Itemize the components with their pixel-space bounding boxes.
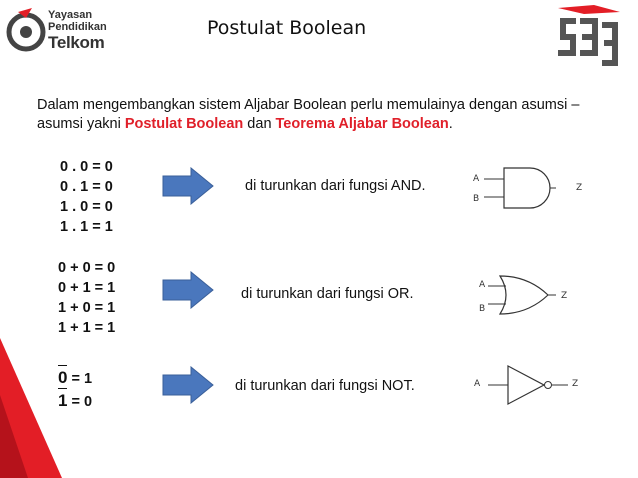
not-equation <box>58 390 92 413</box>
or-input-a: A <box>479 280 486 290</box>
or-gate-icon <box>488 274 560 316</box>
and-input-b: B <box>473 194 480 204</box>
and-equations <box>60 157 113 237</box>
not-arrow-icon <box>162 366 214 404</box>
or-equations <box>58 258 115 338</box>
overline-digit: 0 <box>58 368 68 387</box>
or-description: di turunkan dari fungsi OR. <box>241 286 414 302</box>
and-equation: 1 . 1 = 1 <box>60 219 113 235</box>
and-equation: 0 . 0 = 0 <box>60 159 113 175</box>
and-equation: 1 . 0 = 0 <box>60 199 113 215</box>
or-output-z: Z <box>561 291 568 301</box>
not-equation-rest: = 0 <box>67 394 93 410</box>
intro-paragraph <box>37 96 617 134</box>
or-equation: 1 + 0 = 1 <box>58 300 116 316</box>
logo-line-1: Yayasan <box>48 9 93 21</box>
not-equations <box>58 367 92 413</box>
teorema-highlight: Teorema Aljabar Boolean <box>275 116 449 132</box>
logo-line-2: Pendidikan <box>48 21 107 33</box>
and-arrow-icon <box>162 167 214 205</box>
or-equation: 1 + 1 = 1 <box>58 320 116 336</box>
intro-text-1: Dalam mengembangkan sistem Aljabar Boolean perlu memulainya dengan asumsi – asumsi yakni <box>37 97 580 132</box>
postulat-boolean-highlight: Postulat Boolean <box>124 116 244 132</box>
yayasan-telkom-logo-icon <box>4 6 48 54</box>
page-title: Postulat Boolean <box>207 17 367 39</box>
or-input-b: B <box>479 304 486 314</box>
not-output-z: Z <box>572 379 579 389</box>
not-equation-rest: = 1 <box>67 371 93 387</box>
not-equation <box>58 367 92 390</box>
and-equation: 0 . 1 = 0 <box>60 179 113 195</box>
logo-line-3: Telkom <box>48 33 105 52</box>
and-input-a: A <box>473 174 480 184</box>
overline-digit: 1 <box>58 391 68 410</box>
intro-text-2: dan <box>243 116 276 132</box>
not-gate-icon <box>488 364 570 406</box>
and-output-z: Z <box>576 183 583 193</box>
and-description: di turunkan dari fungsi AND. <box>245 178 426 194</box>
or-arrow-icon <box>162 271 214 309</box>
logo-text <box>48 10 107 51</box>
or-equation: 0 + 1 = 1 <box>58 280 116 296</box>
intro-text-3: . <box>448 116 453 132</box>
and-gate-icon <box>484 166 556 210</box>
not-input-a: A <box>474 379 481 389</box>
not-description: di turunkan dari fungsi NOT. <box>235 378 415 394</box>
or-equation: 0 + 0 = 0 <box>58 260 116 276</box>
anniversary-emblem-icon <box>556 4 622 68</box>
